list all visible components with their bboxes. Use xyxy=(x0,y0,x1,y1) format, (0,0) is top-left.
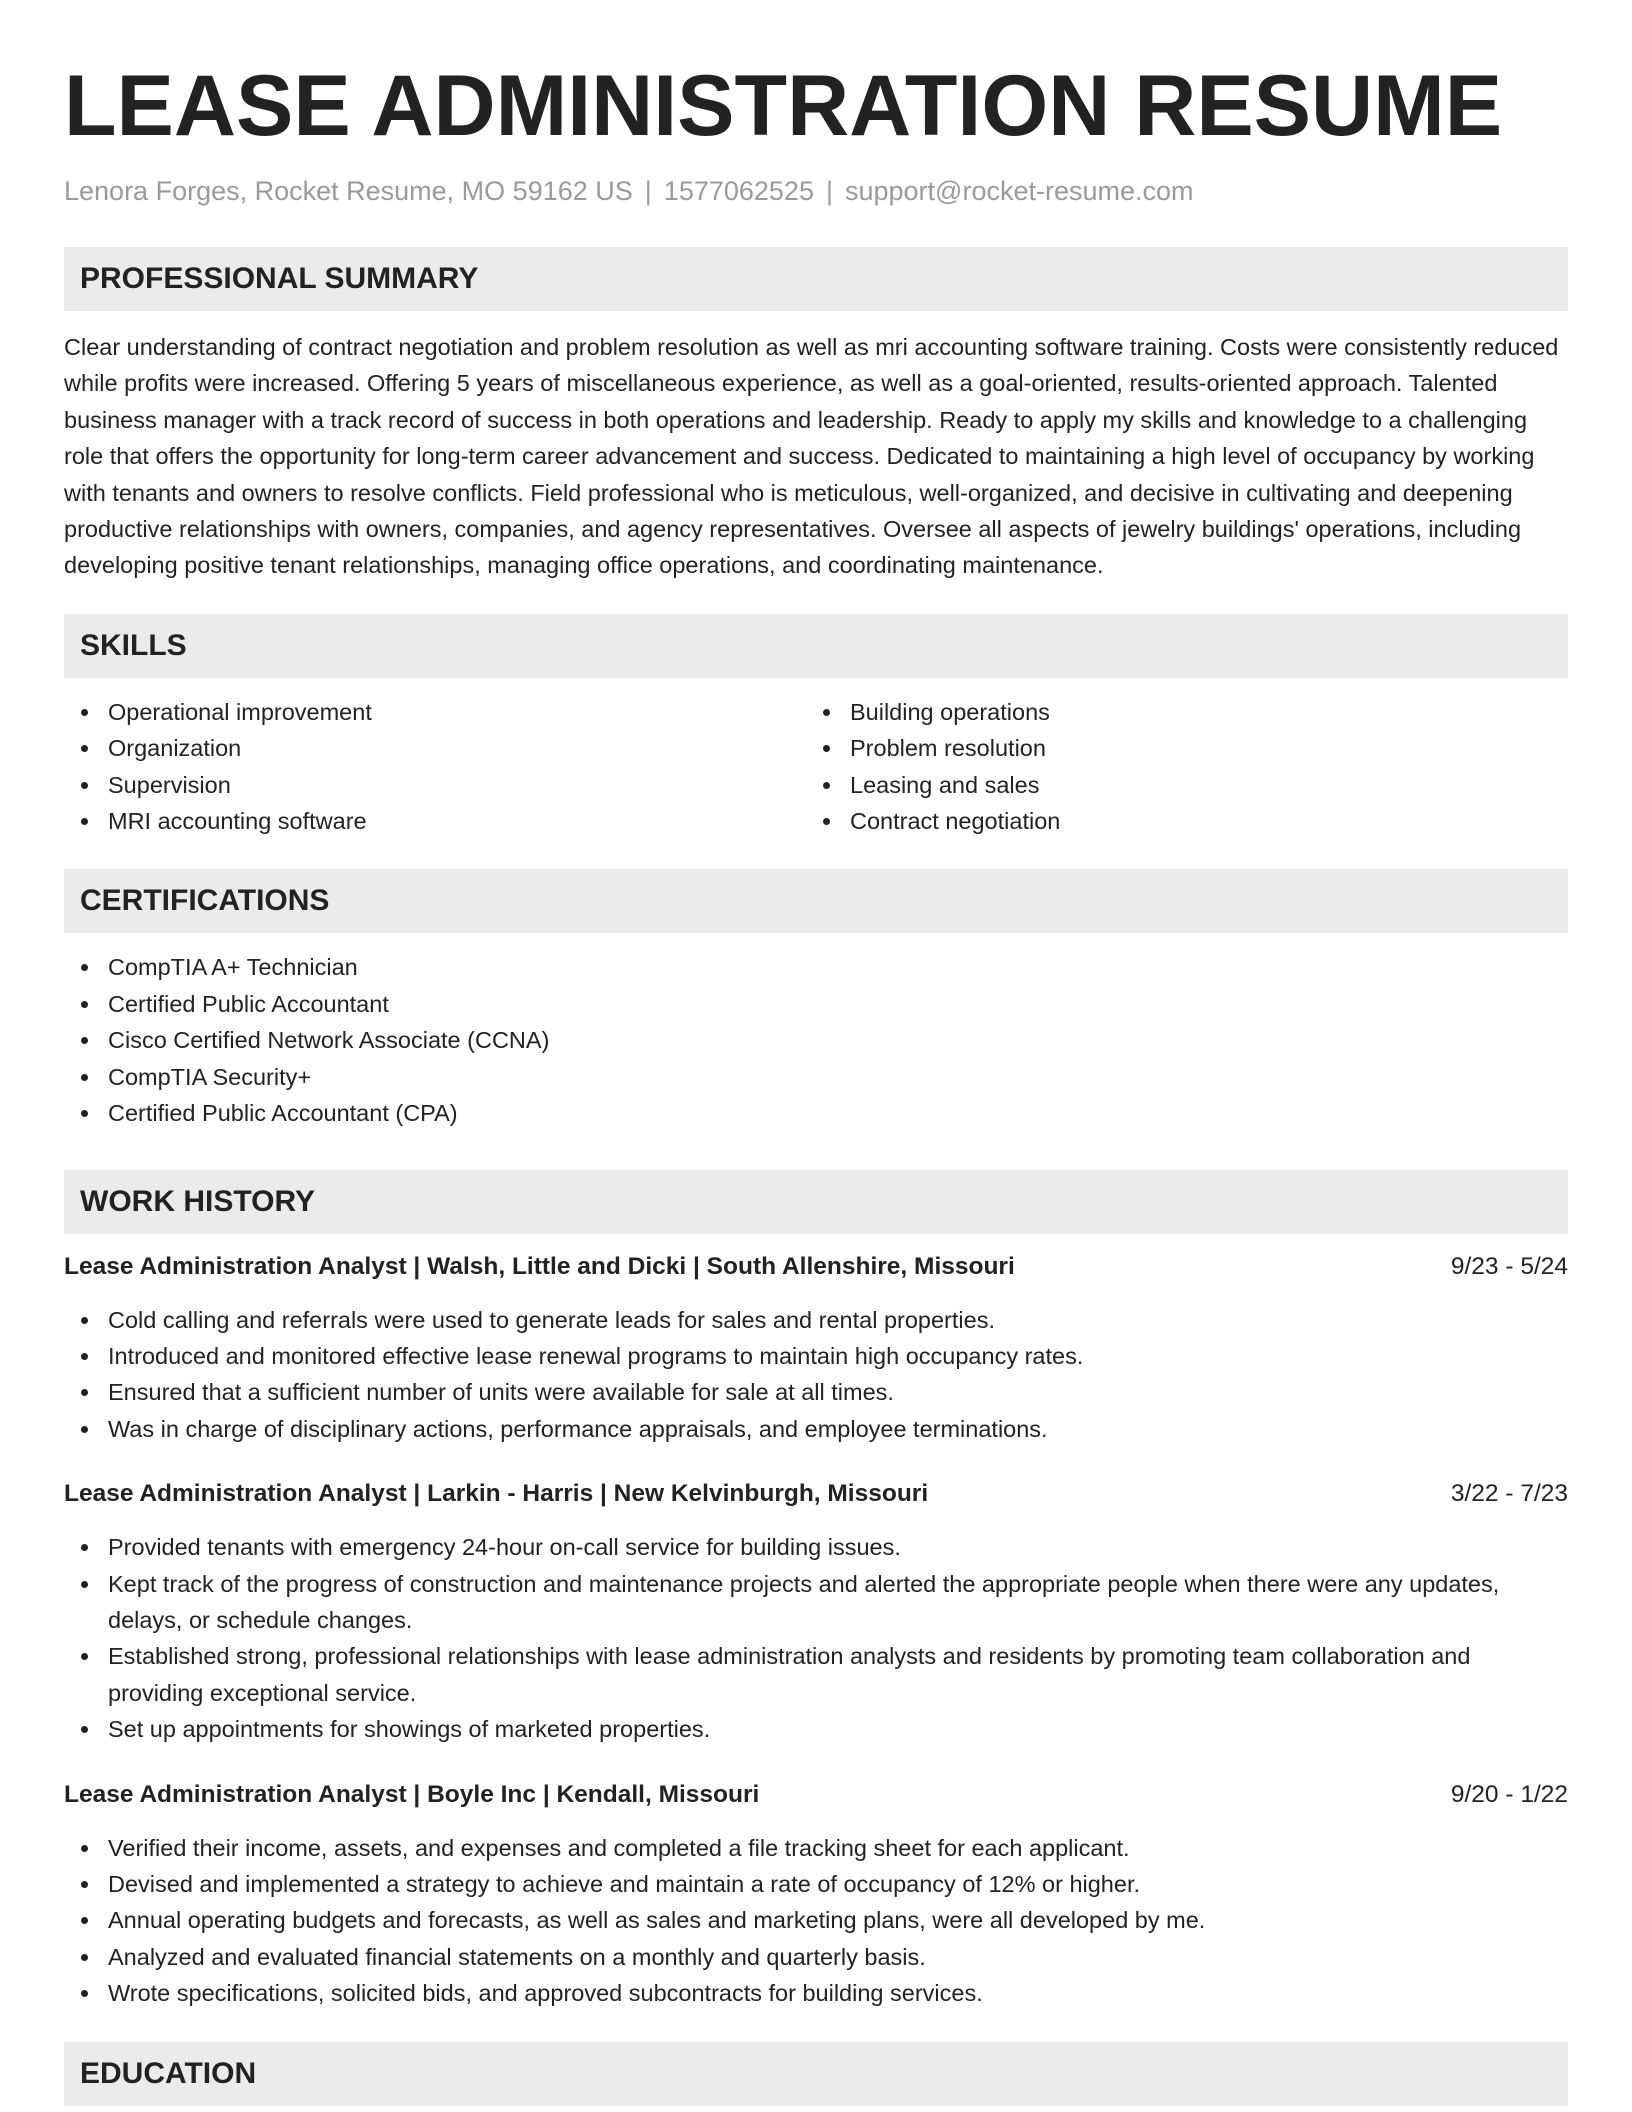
job-duty-item: Analyzed and evaluated financial statements on a monthly and quarterly basis. xyxy=(64,1939,1568,1975)
contact-address: Lenora Forges, Rocket Resume, MO 59162 US xyxy=(64,176,633,206)
skill-item: MRI accounting software xyxy=(64,803,806,839)
contact-separator: | xyxy=(825,176,833,206)
job-duty-item: Kept track of the progress of construction and maintenance projects and alerted the appropriate people when there were any updates, delays, or schedule changes. xyxy=(64,1566,1568,1639)
resume-page xyxy=(64,0,1568,2106)
section-heading-education: EDUCATION xyxy=(64,2042,1568,2106)
job-duty-item: Cold calling and referrals were used to generate leads for sales and rental properties. xyxy=(64,1302,1568,1338)
section-heading-certifications: CERTIFICATIONS xyxy=(64,869,1568,933)
skill-item: Problem resolution xyxy=(806,730,1548,766)
contact-line xyxy=(64,174,1568,208)
job-duty-item: Provided tenants with emergency 24-hour on-call service for building issues. xyxy=(64,1529,1568,1565)
job-dates: 3/22 - 7/23 xyxy=(1450,1480,1568,1508)
section-heading-skills: SKILLS xyxy=(64,614,1568,678)
job-duties xyxy=(64,1302,1568,1448)
job-duty-item: Devised and implemented a strategy to achieve and maintain a rate of occupancy of 12% or higher. xyxy=(64,1866,1568,1902)
job-entry xyxy=(64,1250,1568,1448)
contact-separator: | xyxy=(644,176,652,206)
job-title: Lease Administration Analyst | Walsh, Little and Dicki | South Allenshire, Missouri xyxy=(64,1252,1015,1280)
job-entry xyxy=(64,1477,1568,1747)
job-header xyxy=(64,1778,1568,1812)
skills-column-left xyxy=(64,694,806,840)
skill-item: Leasing and sales xyxy=(806,767,1548,803)
job-duty-item: Annual operating budgets and forecasts, as well as sales and marketing plans, were all developed by me. xyxy=(64,1902,1568,1938)
contact-phone: 1577062525 xyxy=(663,176,814,206)
job-entry xyxy=(64,1778,1568,2012)
job-duties xyxy=(64,1529,1568,1747)
job-duty-item: Set up appointments for showings of marketed properties. xyxy=(64,1711,1568,1747)
certification-item: CompTIA A+ Technician xyxy=(64,949,1568,985)
job-duty-item: Verified their income, assets, and expenses and completed a file tracking sheet for each applicant. xyxy=(64,1830,1568,1866)
skill-item: Building operations xyxy=(806,694,1548,730)
skills-column-right xyxy=(806,694,1548,840)
job-title: Lease Administration Analyst | Larkin - Harris | New Kelvinburgh, Missouri xyxy=(64,1480,929,1508)
certification-item: Cisco Certified Network Associate (CCNA) xyxy=(64,1022,1568,1058)
contact-email: support@rocket-resume.com xyxy=(844,176,1194,206)
job-header xyxy=(64,1477,1568,1511)
section-heading-summary: PROFESSIONAL SUMMARY xyxy=(64,247,1568,311)
job-duty-item: Wrote specifications, solicited bids, and approved subcontracts for building services. xyxy=(64,1975,1568,2011)
job-dates: 9/20 - 1/22 xyxy=(1450,1780,1568,1808)
job-duty-item: Established strong, professional relationships with lease administration analysts and residents by promoting team collaboration and providing exceptional service. xyxy=(64,1638,1568,1711)
skill-item: Contract negotiation xyxy=(806,803,1548,839)
job-duty-item: Ensured that a sufficient number of units were available for sale at all times. xyxy=(64,1374,1568,1410)
skill-item: Supervision xyxy=(64,767,806,803)
skills-list xyxy=(64,694,1568,840)
job-title: Lease Administration Analyst | Boyle Inc | Kendall, Missouri xyxy=(64,1780,760,1808)
summary-text: Clear understanding of contract negotiation and problem resolution as well as mri accounting software training. Costs were consistently reduced while profits were increased. Offering 5 years of miscellaneous experience, as well as a goal-oriented, results-oriented approach. Talented business manager with a track record of success in both operations and leadership. Ready to apply my skills and knowledge to a challenging role that offers the opportunity for long-term career advancement and success. Dedicated to maintaining a high level of occupancy by working with tenants and owners to resolve conflicts. Field professional who is meticulous, well-organized, and decisive in cultivating and deepening productive relationships with owners, companies, and agency representatives. Oversee all aspects of jewelry buildings' operations, including developing positive tenant relationships, managing office operations, and coordinating maintenance. xyxy=(64,334,1559,579)
certification-item: Certified Public Accountant xyxy=(64,986,1568,1022)
skill-item: Organization xyxy=(64,730,806,766)
job-duty-item: Was in charge of disciplinary actions, performance appraisals, and employee terminations. xyxy=(64,1411,1568,1447)
certification-item: CompTIA Security+ xyxy=(64,1059,1568,1095)
certification-item: Certified Public Accountant (CPA) xyxy=(64,1095,1568,1131)
job-duty-item: Introduced and monitored effective lease renewal programs to maintain high occupancy rates. xyxy=(64,1338,1568,1374)
job-duties xyxy=(64,1830,1568,2012)
job-dates: 9/23 - 5/24 xyxy=(1450,1252,1568,1280)
resume-title: LEASE ADMINISTRATION RESUME xyxy=(64,58,1503,154)
job-header xyxy=(64,1250,1568,1284)
certifications-list xyxy=(64,949,1568,1131)
skill-item: Operational improvement xyxy=(64,694,806,730)
section-heading-work-history: WORK HISTORY xyxy=(64,1170,1568,1234)
